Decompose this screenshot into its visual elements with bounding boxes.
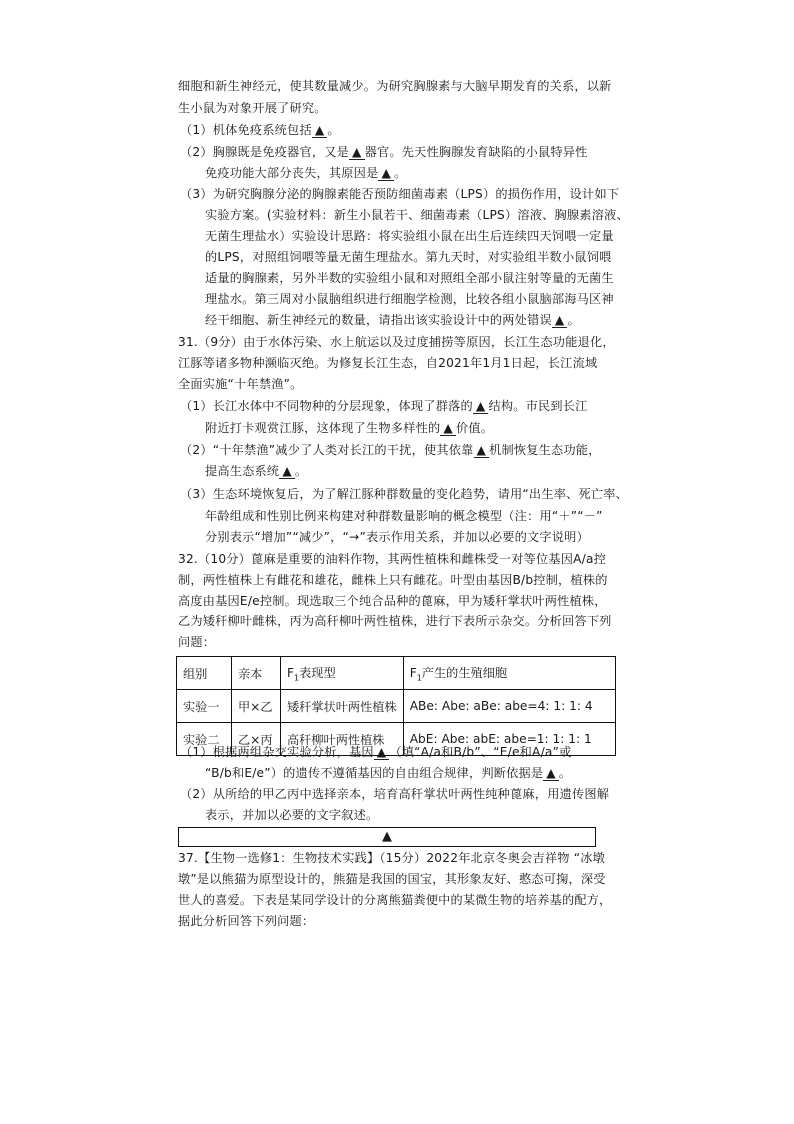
text-line: （1）机体免疫系统包括 (180, 123, 312, 137)
text-line: 价值。 (455, 421, 494, 435)
answer-blank[interactable] (473, 399, 489, 414)
answer-blank[interactable] (374, 745, 390, 760)
answer-blank[interactable] (440, 421, 456, 436)
question-31-2-cont (205, 461, 307, 481)
table-cell: 矮秆掌状叶两性植株 (281, 690, 404, 723)
text-line: 细胞和新生神经元，使其数量减少。为研究胸腺素与大脑早期发育的关系，以新 (178, 79, 612, 93)
blank-mark: ▲ (381, 166, 392, 180)
blank-mark: ▲ (382, 829, 392, 844)
punctuation: 。 (327, 123, 340, 137)
text-line: 31.（9分）由于水体污染、水上航运以及过度捕捞等原因，长江生态功能退化， (178, 335, 615, 349)
question-2-cont (205, 163, 406, 183)
text-line: 理盐水。第三周对小鼠脑组织进行细胞学检测，比较各组小鼠脑部海马区神 (205, 292, 614, 306)
text-line: 免疫功能大部分丧失，其原因是 (205, 166, 379, 180)
text-line: 的LPS，对照组饲喂等量无菌生理盐水。第九天时，对实验组半数小鼠饲喂 (205, 250, 612, 264)
punctuation: 。 (394, 166, 407, 180)
answer-blank[interactable] (378, 166, 394, 181)
table-cell: 高秆柳叶两性植株 (281, 723, 404, 756)
question-32-1-cont (205, 763, 571, 783)
table-header-row (177, 657, 616, 690)
question-31-1-cont (205, 418, 493, 438)
question-31-2 (180, 440, 601, 460)
text-line: 表示，并加以必要的文字叙述。 (205, 808, 379, 822)
text-line: 据此分析回答下列问题： (178, 914, 315, 928)
table-row (177, 690, 616, 723)
question-1 (180, 120, 340, 140)
text-line: 年龄组成和性别比例来构建对种群数量影响的概念模型（注：用“＋”“－” (205, 509, 603, 523)
answer-blank[interactable] (279, 464, 295, 479)
text-line: 问题： (178, 635, 216, 649)
text-line: 全面实施“十年禁渔”。 (178, 377, 303, 391)
text-line: （2）从所给的甲乙丙中选择亲本，培育高秆掌状叶两性纯种蓖麻，用遗传图解 (180, 787, 610, 801)
question-3-end (205, 310, 580, 330)
f-label: F (287, 665, 295, 680)
text-line: 无菌生理盐水）实验设计思路：将实验组小鼠在出生后连续四天饲喂一定量 (205, 229, 614, 243)
table-cell: ABe: Abe: aBe: abe=4: 1: 1: 4 (403, 690, 615, 723)
question-32-1 (180, 742, 571, 762)
table-cell: 甲×乙 (232, 690, 281, 723)
text-line: 机制恢复生态功能， (489, 443, 601, 457)
text-line: 制，两性植株上有雌花和雄花，雌株上只有雌花。叶型由基因B/b控制，植株的 (178, 573, 608, 587)
text-line: 器官。先天性胸腺发育缺陷的小鼠特异性 (364, 145, 588, 159)
text-line: 世人的喜爱。下表是某同学设计的分离熊猫粪便中的某微生物的培养基的配方， (178, 893, 612, 907)
text-line: （3）生态环境恢复后，为了解江豚种群数量的变化趋势，请用“出生率、死亡率、 (180, 487, 629, 501)
text-line: 32.（10分）蓖麻是重要的油料作物，其两性植株和雌株受一对等位基因A/a控 (178, 552, 607, 566)
text-line: 适量的胸腺素，另外半数的实验组小鼠和对照组全部小鼠注射等量的无菌生 (205, 271, 614, 285)
text-line: 生小鼠为对象开展了研究。 (178, 101, 327, 115)
text-line: （填“A/a和B/b”、“E/e和A/a”或 (389, 745, 572, 759)
text-line: 江豚等诸多物种濒临灭绝。为修复长江生态，自2021年1月1日起，长江流域 (178, 356, 598, 370)
blank-mark: ▲ (476, 443, 487, 457)
text-line: 附近打卡观赏江豚，这体现了生物多样性的 (205, 421, 441, 435)
text-line: “B/b和E/e”）的遗传不遵循基因的自由组合规律，判断依据是 (205, 766, 544, 780)
answer-box[interactable] (178, 827, 596, 847)
punctuation: 。 (567, 313, 580, 327)
blank-mark: ▲ (475, 399, 486, 413)
text-line: （2）胸腺既是免疫器官，又是 (180, 145, 349, 159)
punctuation: 。 (294, 464, 308, 478)
text-line: 分别表示“增加”“减少”，“→”表示作用关系，并加以必要的文字说明） (205, 530, 589, 544)
text-line: （2）“十年禁渔”减少了人类对长江的干扰，使其依靠 (180, 443, 474, 457)
header-text: 产生的生殖细胞 (421, 665, 508, 680)
question-31-1 (180, 396, 588, 416)
answer-blank[interactable] (543, 766, 559, 781)
answer-blank[interactable] (312, 123, 328, 138)
text-line: 结构。市民到长江 (488, 399, 588, 413)
question-2 (180, 142, 588, 162)
text-line: （1）长江水体中不同物种的分层现象，体现了群落的 (180, 399, 473, 413)
text-line: 实验方案。(实验材料：新生小鼠若干、细菌毒素（LPS）溶液、胸腺素溶液、 (205, 208, 629, 222)
f-subscript: 1 (416, 673, 422, 683)
table-cell: 实验二 (177, 723, 232, 756)
table-cell: 实验一 (177, 690, 232, 723)
blank-mark: ▲ (546, 766, 556, 780)
table-cell: 乙×丙 (232, 723, 281, 756)
blank-mark: ▲ (554, 313, 565, 327)
cross-experiment-table (176, 656, 616, 756)
answer-blank[interactable] (349, 145, 365, 160)
f-subscript: 1 (294, 673, 300, 683)
table-header-cell (281, 657, 404, 690)
header-text: 表现型 (299, 665, 336, 680)
table-header-cell: 亲本 (232, 657, 281, 690)
text-line: （3）为研究胸腺分泌的胸腺素能否预防细菌毒素（LPS）的损伤作用，设计如下 (180, 187, 620, 201)
text-line: 提高生态系统 (205, 464, 280, 478)
f-label: F (409, 665, 417, 680)
blank-mark: ▲ (376, 745, 387, 759)
text-line: 经干细胞、新生神经元的数量，请指出该实验设计中的两处错误 (205, 313, 552, 327)
text-line: 高度由基因E/e控制。现选取三个纯合品种的蓖麻，甲为矮秆掌状叶两性植株， (178, 594, 607, 608)
table-header-cell (403, 657, 615, 690)
punctuation: 。 (558, 766, 572, 780)
text-line: （1）根据两组杂交实验分析，基因 (180, 745, 374, 759)
answer-blank[interactable] (474, 443, 490, 458)
text-line: 乙为矮秆柳叶雌株，丙为高秆柳叶两性植株，进行下表所示杂交。分析回答下列 (178, 614, 612, 628)
blank-mark: ▲ (282, 464, 292, 478)
answer-blank[interactable] (552, 313, 568, 328)
blank-mark: ▲ (443, 421, 453, 435)
table-header-cell: 组别 (177, 657, 232, 690)
table-cell: AbE: Abe: abE: abe=1: 1: 1: 1 (403, 723, 615, 756)
blank-mark: ▲ (314, 123, 325, 137)
blank-mark: ▲ (352, 145, 362, 159)
text-line: 37.【生物一选修1：生物技术实践】（15分）2022年北京冬奥会吉祥物 “冰墩 (178, 851, 605, 865)
text-line: 墩”是以熊猫为原型设计的，熊猫是我国的国宝，其形象友好、憨态可掬，深受 (178, 872, 606, 886)
